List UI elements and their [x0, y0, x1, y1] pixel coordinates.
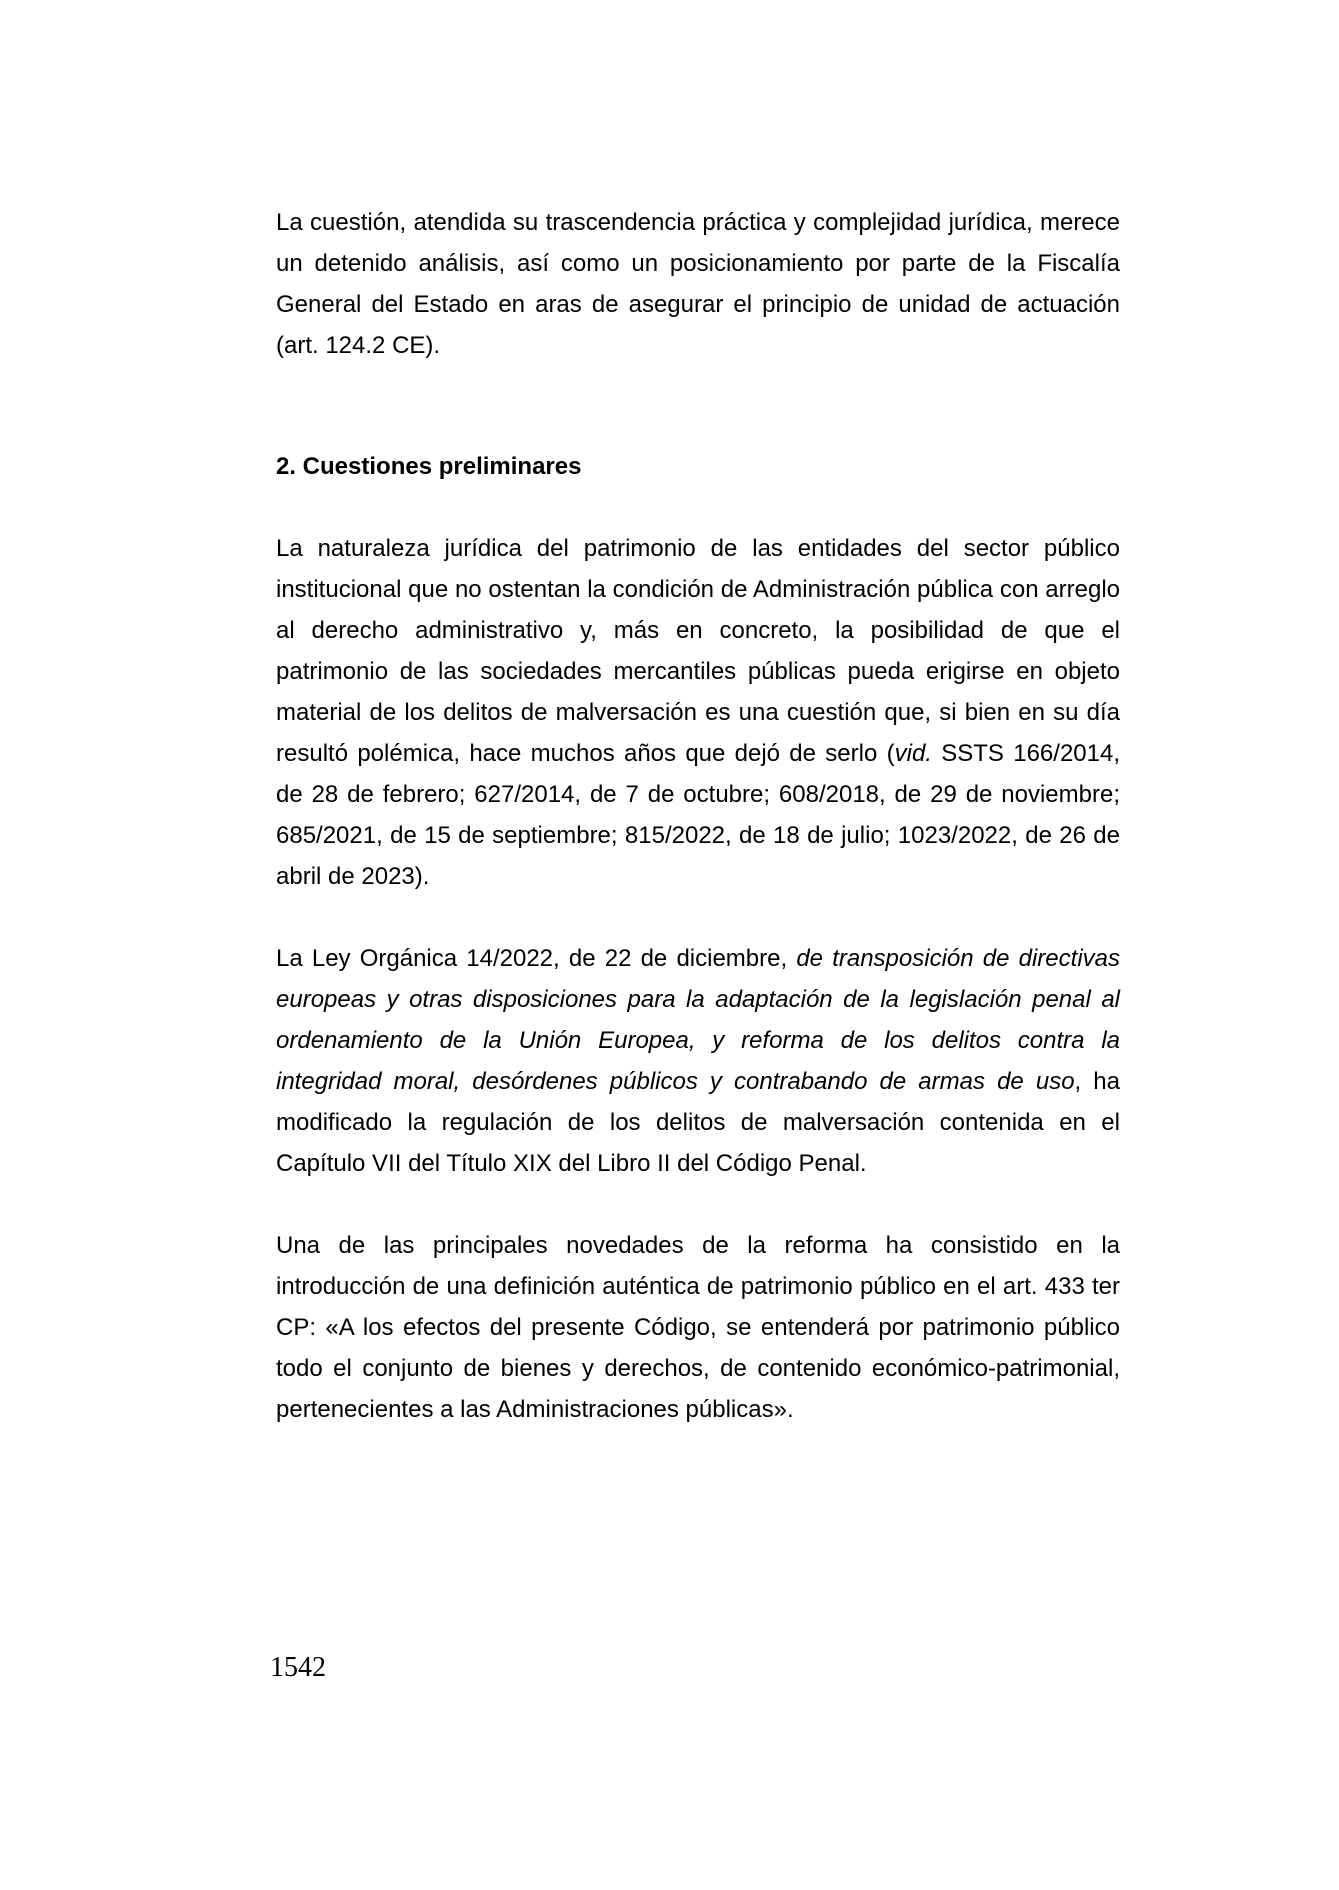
paragraph-organic-law-text-a: La Ley Orgánica 14/2022, de 22 de diciembre, [276, 945, 797, 972]
page-body [276, 202, 1120, 1430]
paragraph-intro: La cuestión, atendida su trascendencia práctica y complejidad jurídica, merece un detenido análisis, así como un posicionamiento por parte de la Fiscalía General del Estado en aras de asegurar el principio de unidad de actuación (art. 124.2 CE). [276, 209, 1120, 359]
paragraph-organic-law [276, 938, 1120, 1184]
paragraph-organic-law-text-c: , ha modificado la regulación de los delitos de malversación contenida en el Capítulo VII del Título XIX del Libro II del Código Penal. [276, 1068, 1120, 1177]
paragraph-reform-novelty: Una de las principales novedades de la reforma ha consistido en la introducción de una definición auténtica de patrimonio público en el art. 433 ter CP: «A los efectos del presente Código, se entenderá por patrimonio público todo el conjunto de bienes y derechos, de contenido económico-patrimonial, pertenecientes a las Administraciones públicas». [276, 1232, 1120, 1423]
paragraph-legal-nature-text-c: SSTS 166/2014, de 28 de febrero; 627/2014, de 7 de octubre; 608/2018, de 29 de noviembre; 685/2021, de 15 de septiembre; 815/2022, de 18 de julio; 1023/2022, de 26 de abril de 2023). [276, 740, 1120, 890]
section-heading: 2. Cuestiones preliminares [276, 453, 582, 480]
page-number: 1542 [270, 1652, 326, 1683]
paragraph-legal-nature [276, 528, 1120, 897]
paragraph-organic-law-title: de transposición de directivas europeas y otras disposiciones para la adaptación de la legislación penal al ordenamiento de la Unión Europea, y reforma de los delitos contra la integridad moral, desórdenes públicos y contrabando de armas de uso [276, 945, 1120, 1095]
paragraph-legal-nature-vid: vid. [894, 740, 932, 767]
paragraph-legal-nature-text-a: La naturaleza jurídica del patrimonio de las entidades del sector público institucional que no ostentan la condición de Administración pública con arreglo al derecho administrativo y, más en concreto, la posibilidad de que el patrimonio de las sociedades mercantiles públicas pueda erigirse en objeto material de los delitos de malversación es una cuestión que, si bien en su día resultó polémica, hace muchos años que dejó de serlo ( [276, 535, 1120, 767]
